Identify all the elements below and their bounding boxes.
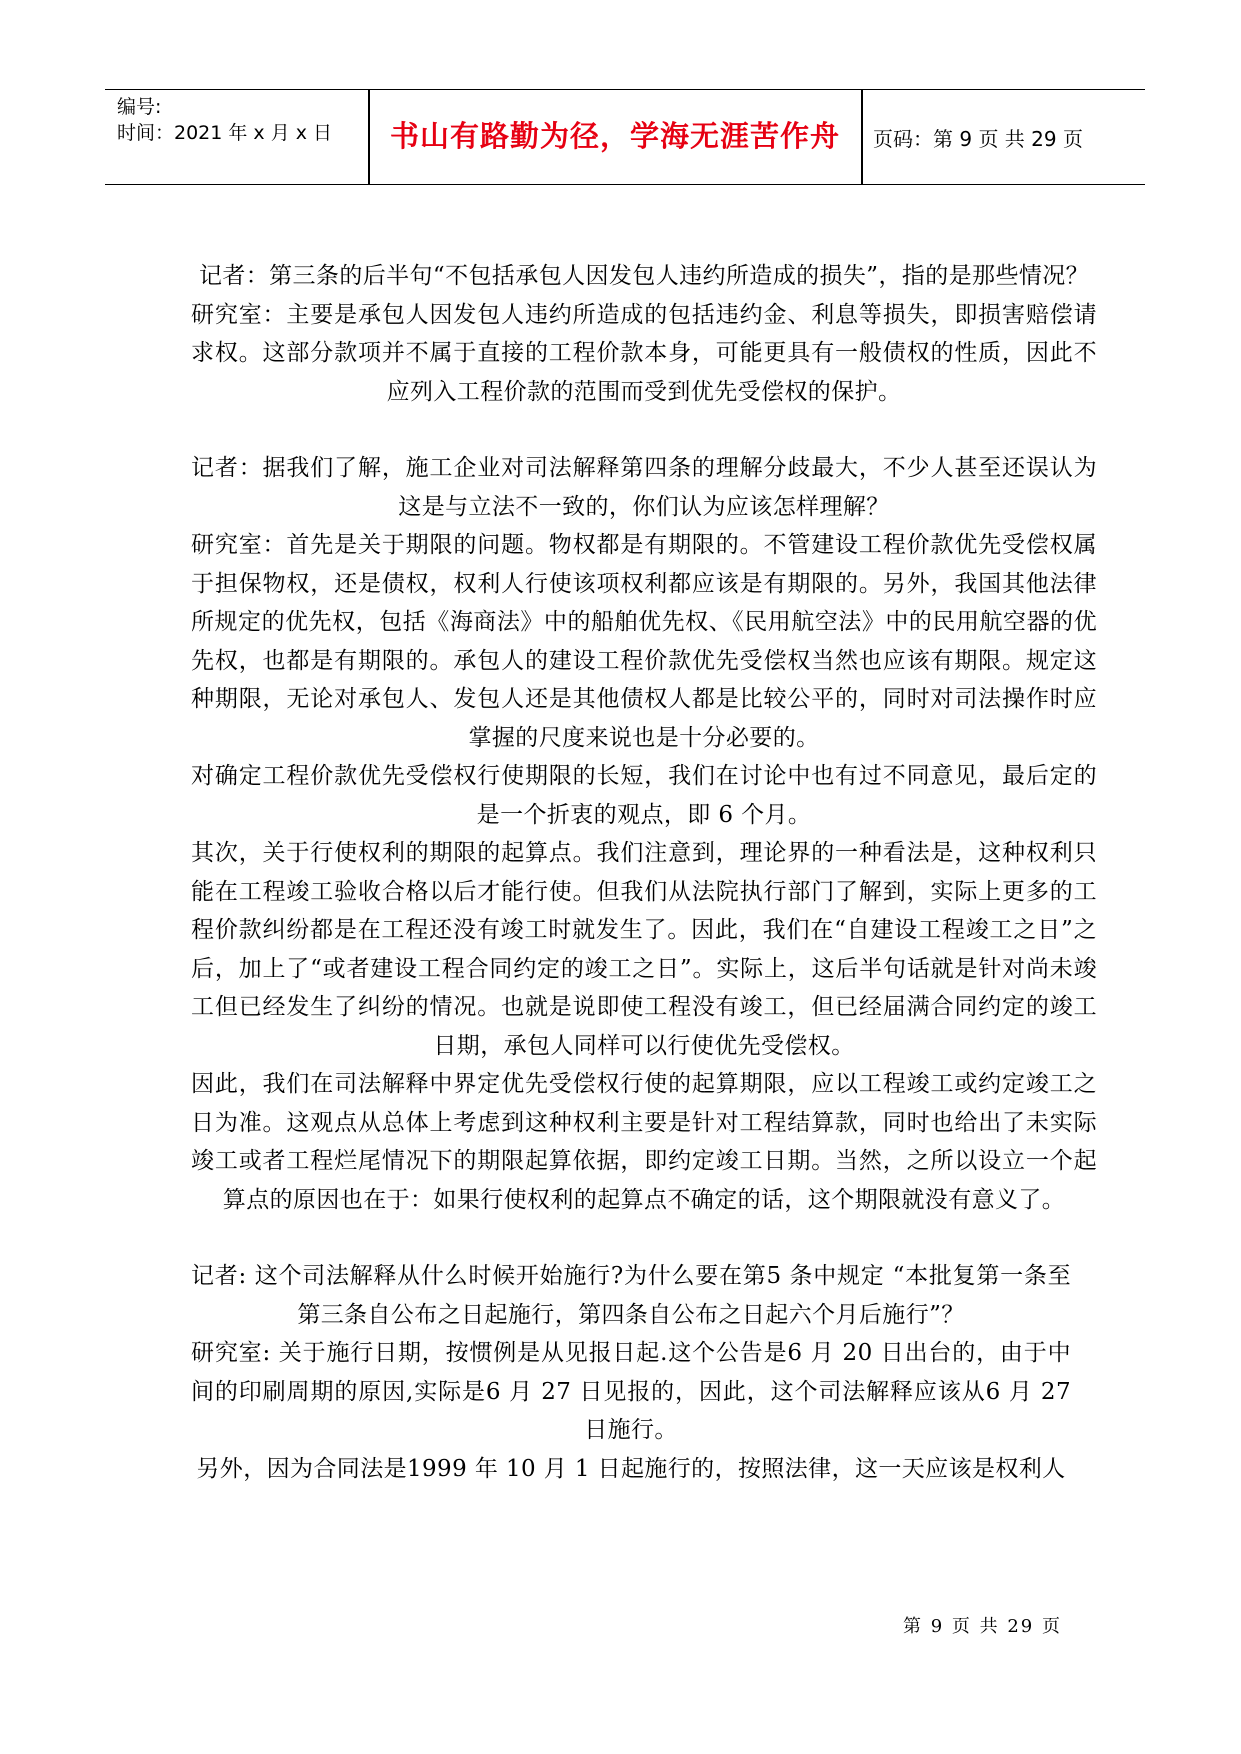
page-footer: 第 9 页 共 29 页 bbox=[903, 1616, 1062, 1637]
paragraph-period-length: 对确定工程价款优先受偿权行使期限的长短，我们在讨论中也有过不同意见，最后定的是一个折衷的观点，即 6 个月。 bbox=[191, 763, 1097, 828]
paragraph-research-answer-3: 研究室: 关于施行日期，按惯例是从见报日起.这个公告是6 月 20 日出台的，由于中间的印刷周期的原因,实际是6 月 27 日见报的，因此，这个司法解释应该从6 月 27 日施行。 bbox=[191, 1340, 1071, 1443]
document-time-label: 时间：2021 年 x 月 x 日 bbox=[117, 122, 333, 144]
header-divider-right bbox=[861, 90, 863, 184]
paragraph-gap bbox=[191, 1219, 1097, 1257]
header-page-number: 页码：第 9 页 共 29 页 bbox=[873, 127, 1083, 151]
paragraph-start-point: 其次，关于行使权利的期限的起算点。我们注意到，理论界的一种看法是，这种权利只能在工程竣工验收合格以后才能行使。但我们从法院执行部门了解到，实际上更多的工程价款纠纷都是在工程还没有竣工时就发生了。因此，我们在“自建设工程竣工之日”之后，加上了“或者建设工程合同约定的竣工之日”。实际上，这后半句话就是针对尚未竣工但已经发生了纠纷的情况。也就是说即使工程没有竣工，但已经届满合同约定的竣工日期，承包人同样可以行使优先受偿权。 bbox=[191, 840, 1097, 1059]
header-meta bbox=[117, 94, 377, 146]
header-motto: 书山有路勤为径，学海无涯苦作舟 bbox=[389, 119, 840, 153]
paragraph-gap bbox=[191, 411, 1097, 449]
document-number-label: 编号: bbox=[117, 96, 162, 118]
paragraph-reporter-question-2: 记者：据我们了解，施工企业对司法解释第四条的理解分歧最大，不少人甚至还误认为这是与立法不一致的，你们认为应该怎样理解？ bbox=[191, 455, 1097, 520]
paragraph-reporter-question-3: 记者: 这个司法解释从什么时候开始施行?为什么要在第5 条中规定 “本批复第一条至第三条自公布之日起施行，第四条自公布之日起六个月后施行”？ bbox=[191, 1263, 1071, 1328]
paragraph-contract-law: 另外，因为合同法是1999 年 10 月 1 日起施行的，按照法律，这一天应该是权利人 bbox=[196, 1455, 1066, 1482]
paragraph-conclusion: 因此，我们在司法解释中界定优先受偿权行使的起算期限，应以工程竣工或约定竣工之日为准。这观点从总体上考虑到这种权利主要是针对工程结算款，同时也给出了未实际竣工或者工程烂尾情况下的期限起算依据，即约定竣工日期。当然，之所以设立一个起算点的原因也在于：如果行使权利的起算点不确定的话，这个期限就没有意义了。 bbox=[191, 1071, 1097, 1213]
paragraph-reporter-question-1: 记者：第三条的后半句“不包括承包人因发包人违约所造成的损失”，指的是那些情况？ bbox=[198, 263, 1090, 289]
paragraph-research-answer-1: 研究室：主要是承包人因发包人违约所造成的包括违约金、利息等损失，即损害赔偿请求权。这部分款项并不属于直接的工程价款本身，可能更具有一般债权的性质，因此不应列入工程价款的范围而受到优先受偿权的保护。 bbox=[191, 301, 1097, 405]
page-header bbox=[105, 89, 1145, 185]
paragraph-research-answer-2: 研究室：首先是关于期限的问题。物权都是有期限的。不管建设工程价款优先受偿权属于担保物权，还是债权，权利人行使该项权利都应该是有期限的。另外，我国其他法律所规定的优先权，包括《海商法》中的船舶优先权、《民用航空法》中的民用航空器的优先权，也都是有期限的。承包人的建设工程价款优先受偿权当然也应该有期限。规定这种期限，无论对承包人、发包人还是其他债权人都是比较公平的，同时对司法操作时应掌握的尺度来说也是十分必要的。 bbox=[191, 532, 1097, 751]
document-body bbox=[191, 257, 1097, 1488]
